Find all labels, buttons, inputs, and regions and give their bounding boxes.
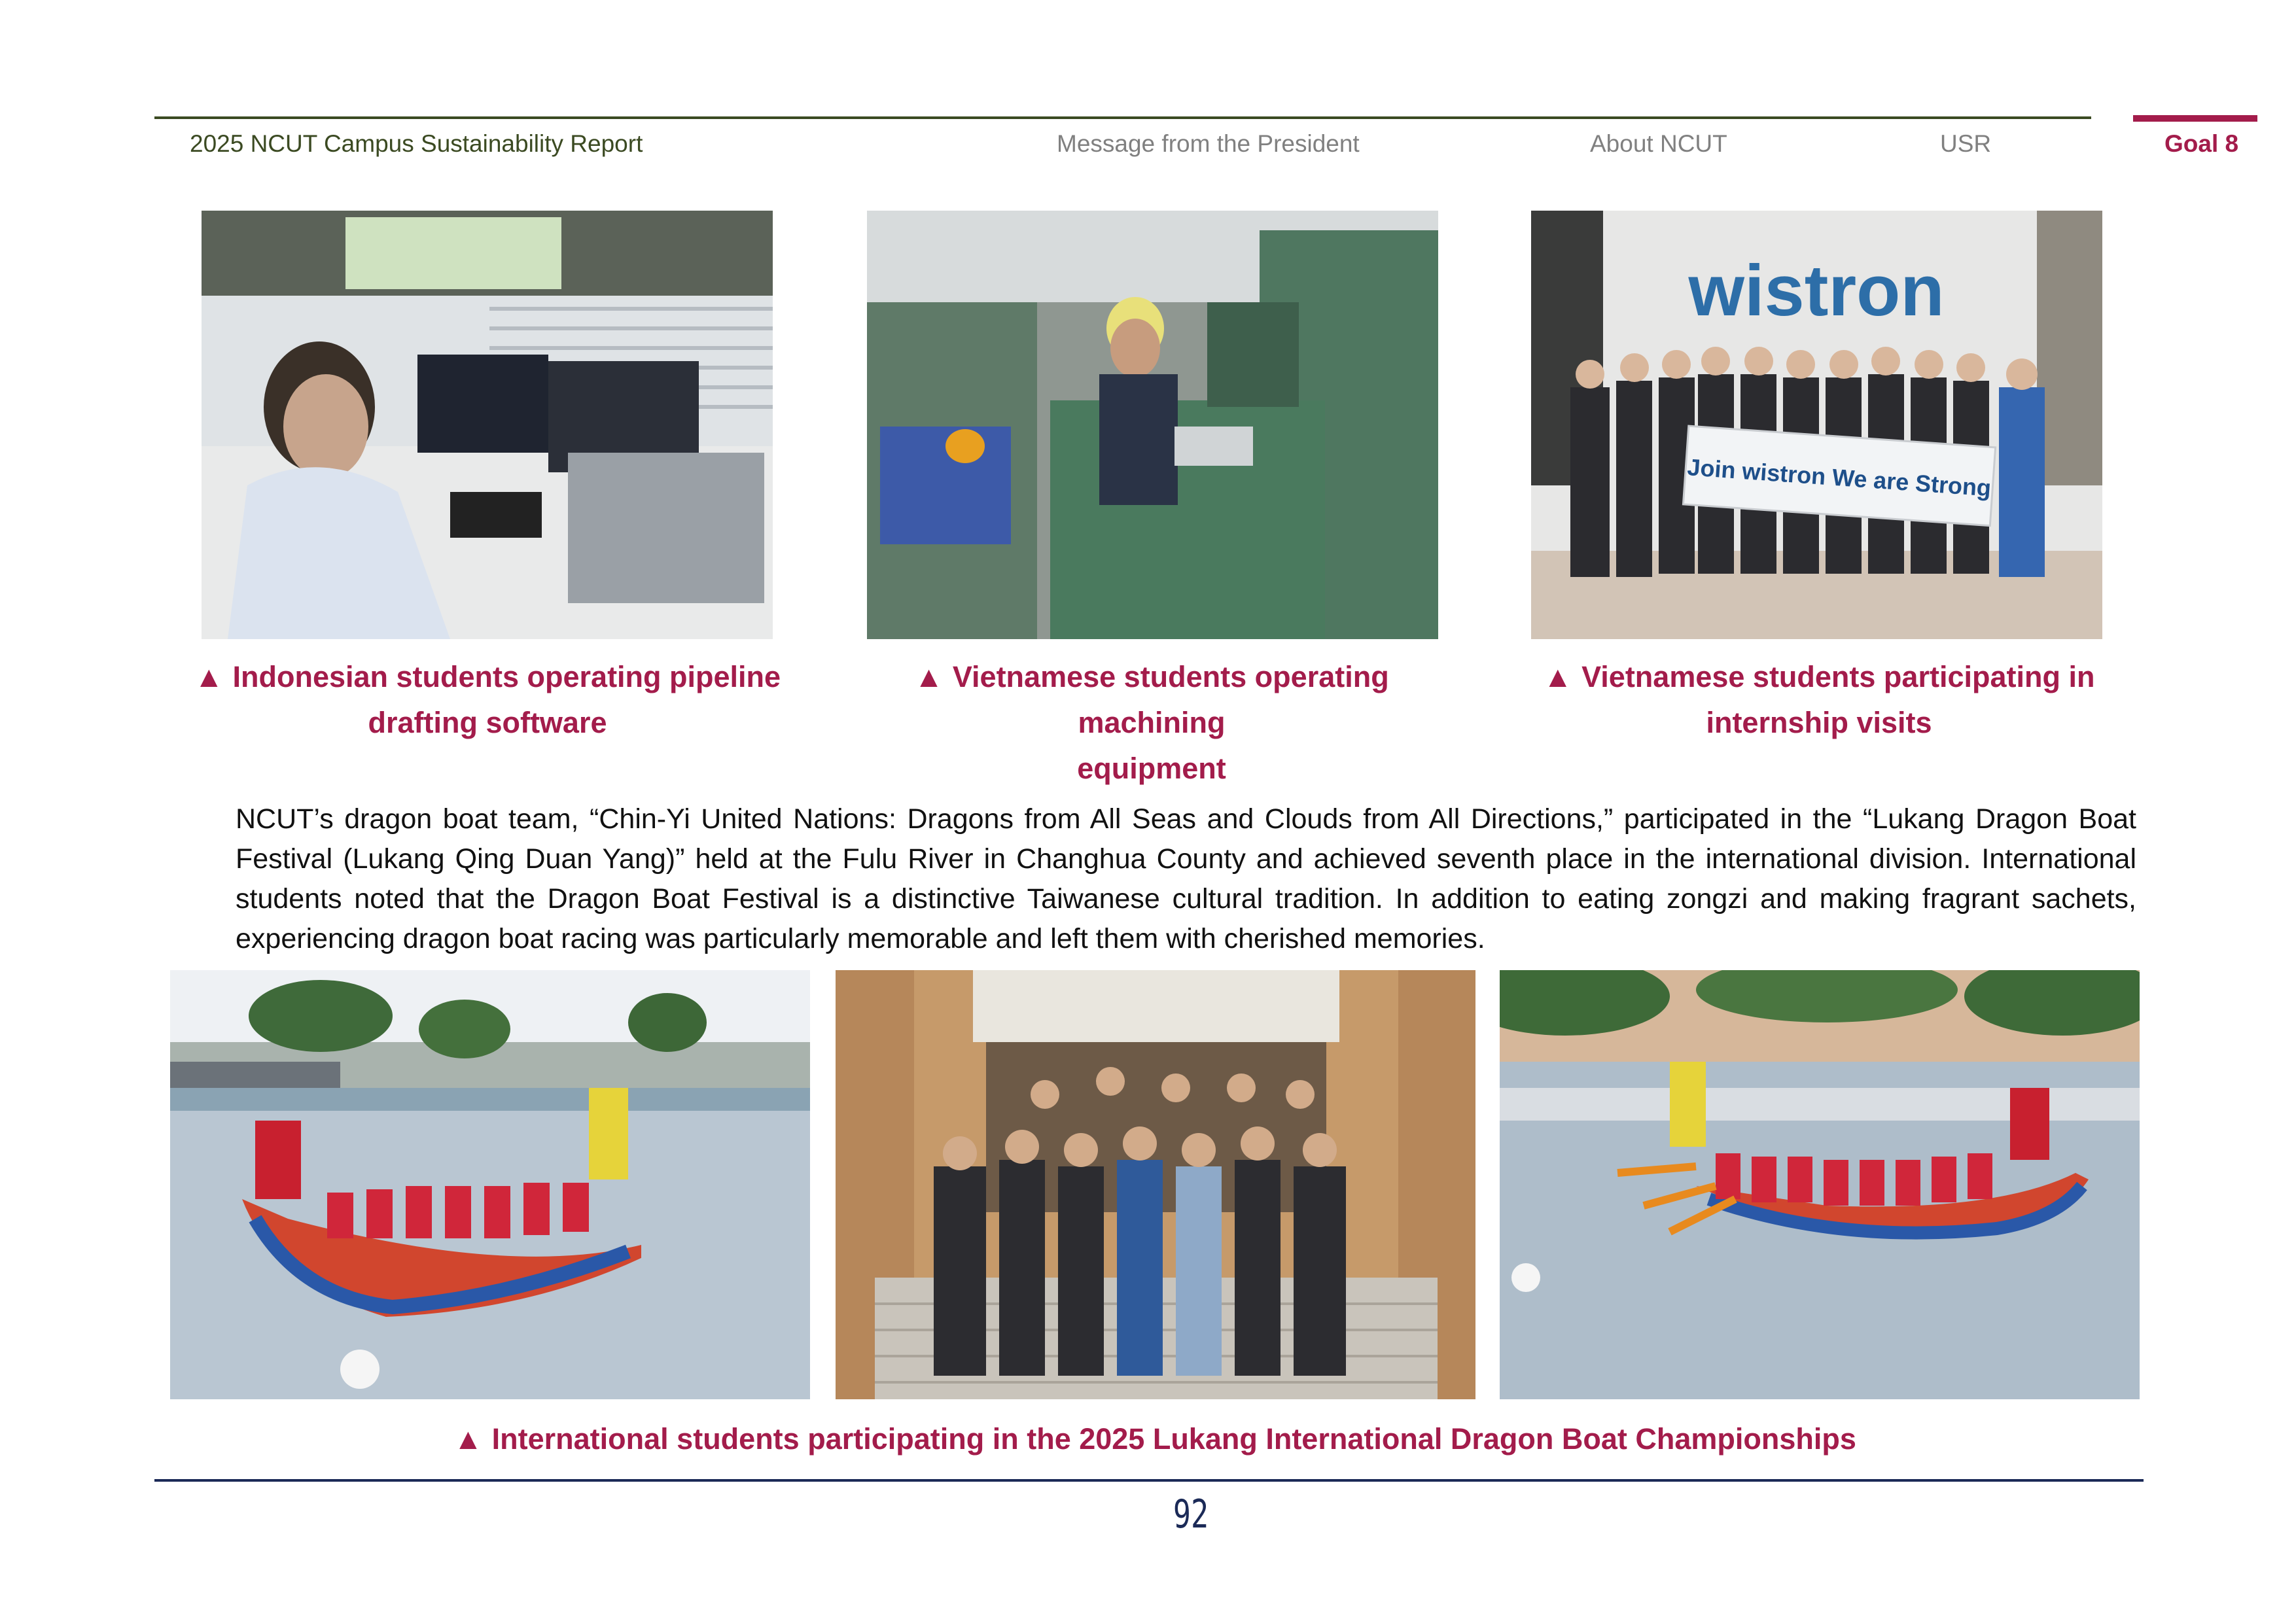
triangle-marker-icon: ▲ (453, 1422, 483, 1456)
photo-pipeline-drafting (202, 211, 773, 639)
photo-dragon-boat-right (1500, 970, 2140, 1399)
nav-goal-8[interactable]: Goal 8 (2164, 130, 2239, 157)
footer-rule (154, 1479, 2144, 1482)
caption-machining-equipment: ▲ Vietnamese students operating machining equipment (914, 660, 1389, 785)
header-rule (154, 116, 2091, 119)
nav-message-from-president[interactable]: Message from the President (1057, 130, 1360, 157)
wistron-sign-text: wistron (1688, 251, 1945, 331)
body-paragraph: NCUT’s dragon boat team, “Chin-Yi United Nations: Dragons from All Seas and Clouds from All Directions,” participated in the “Lukang Dragon Boat Festival (Lukang Qing Duan Yang)” held at the Fulu River in Changhua County and achieved seventh place in the international division. International students noted that the Dragon Boat Festival is a distinctive Taiwanese cultural tradition. In addition to eating zongzi and making fragrant sachets, experiencing dragon boat racing was particularly memorable and left them with cherished memories. (236, 803, 2136, 954)
active-goal-marker (2133, 115, 2257, 122)
caption-pipeline-drafting: ▲ Indonesian students operating pipeline drafting software (194, 660, 781, 739)
nav-usr[interactable]: USR (1940, 130, 1992, 157)
page-number: 92 (1173, 1492, 1209, 1537)
photo-internship-visit (1531, 211, 2102, 639)
triangle-marker-icon: ▲ (1543, 660, 1573, 693)
wistron-banner-text: Join wistron We are Strong (1686, 453, 1992, 502)
caption-dragon-boat-championships: ▲ International students participating in the 2025 Lukang International Dragon Boat Championships (453, 1422, 1856, 1456)
photo-dragon-boat-left (170, 970, 810, 1399)
caption-internship-visit: ▲ Vietnamese students participating in internship visits (1543, 660, 2095, 739)
report-title: 2025 NCUT Campus Sustainability Report (190, 130, 643, 157)
triangle-marker-icon: ▲ (194, 660, 224, 693)
nav-about-ncut[interactable]: About NCUT (1590, 130, 1727, 157)
triangle-marker-icon: ▲ (914, 660, 944, 693)
photo-group-students (836, 970, 1475, 1399)
photo-machining-equipment (867, 211, 1438, 639)
